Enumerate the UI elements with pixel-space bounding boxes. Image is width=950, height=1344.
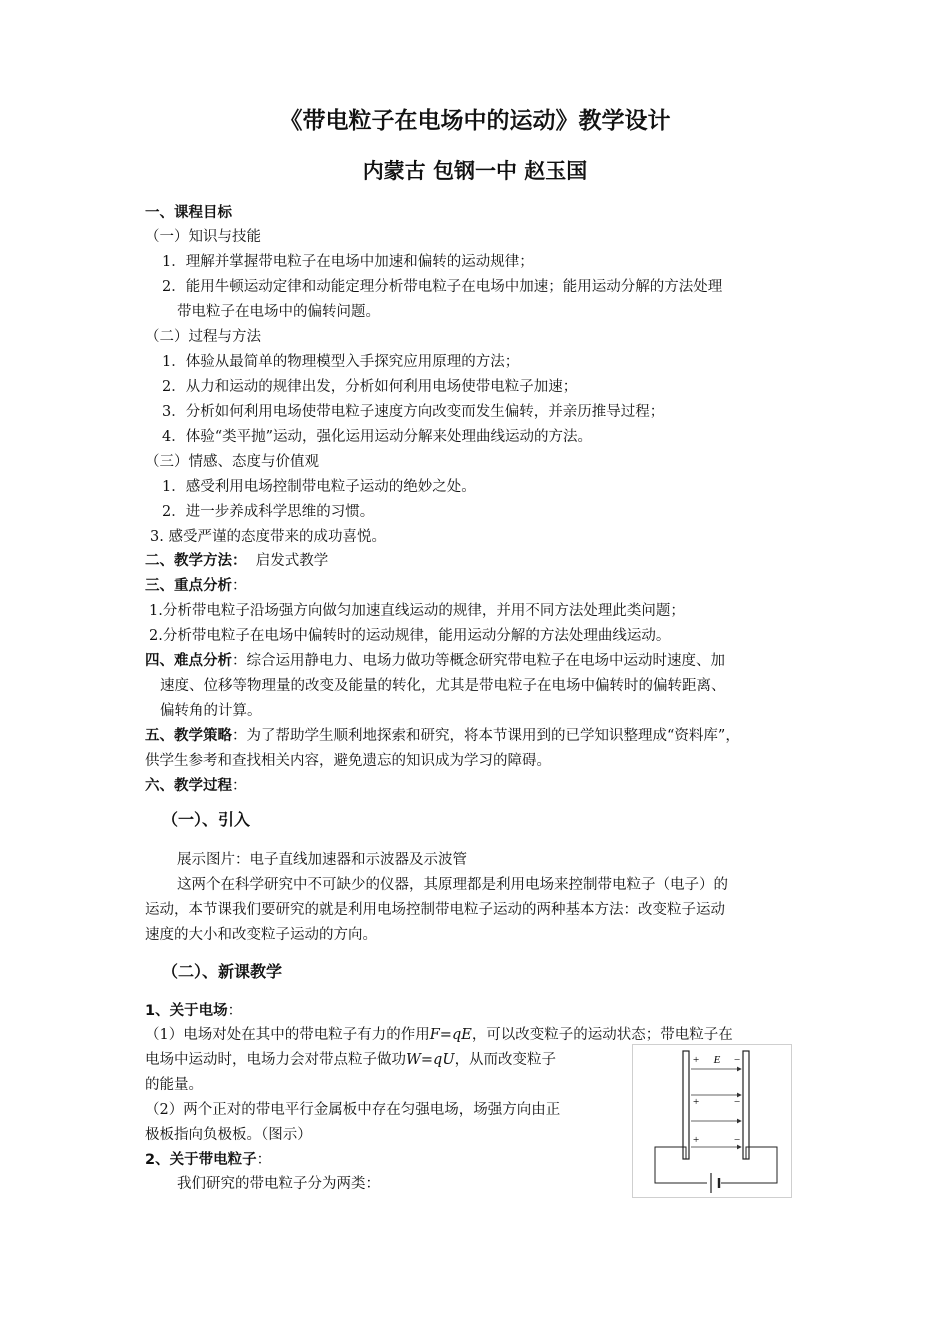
goals-heading: 一、课程目标 (145, 205, 232, 221)
plus-sign-top: + (693, 1054, 700, 1066)
goals-knowledge-1: 1．理解并掌握带电粒子在电场中加速和偏转的运动规律； (162, 254, 534, 270)
goals-sub-process: （二）过程与方法 (145, 329, 261, 345)
negative-plate (743, 1051, 749, 1159)
particle-colon: ： (256, 1152, 272, 1168)
parallel-plate-diagram (633, 1045, 791, 1197)
goals-sub-knowledge: （一）知识与技能 (145, 229, 261, 245)
intro-para-2c: 速度的大小和改变粒子运动的方向。 (145, 927, 377, 943)
field-colon: ： (227, 1003, 243, 1019)
section-intro-heading: （一）、引入 (162, 810, 251, 829)
method-line (145, 551, 328, 571)
intro-para-2a: 这两个在科学研究中不可缺少的仪器，其原理都是利用电场来控制带电粒子（电子）的 (177, 877, 728, 893)
circuit-wire-left (655, 1147, 707, 1183)
strategy-line-1 (145, 726, 740, 746)
particle-heading (145, 1150, 271, 1170)
goals-emotion-2: 2．进一步养成科学思维的习惯。 (162, 504, 375, 520)
field-para-1c: 的能量。 (145, 1077, 203, 1093)
field-para-2a: （2）两个正对的带电平行金属板中存在匀强电场，场强方向由正 (145, 1102, 561, 1118)
field-para-1b (145, 1050, 556, 1070)
keypoints-line (145, 576, 247, 596)
strategy-text-a: ：为了帮助学生顺利地探索和研究，将本节课用到的已学知识整理成“资料库”， (232, 728, 740, 744)
goals-process-3: 3．分析如何利用电场使带电粒子速度方向改变而发生偏转，并亲历推导过程； (162, 404, 665, 420)
difficulty-text-a: ：综合运用静电力、电场力做功等概念研究带电粒子在电场中运动时速度、加 (232, 653, 725, 669)
plus-sign-middle: + (693, 1096, 700, 1108)
goals-process-1: 1．体验从最简单的物理模型入手探究应用原理的方法； (162, 354, 520, 370)
goals-emotion-1: 1．感受利用电场控制带电粒子运动的绝妙之处。 (162, 479, 476, 495)
goals-process-4: 4．体验“类平抛”运动，强化运用运动分解来处理曲线运动的方法。 (162, 429, 593, 445)
parallel-plate-figure (632, 1044, 792, 1198)
intro-para-1: 展示图片：电子直线加速器和示波器及示波管 (177, 852, 467, 868)
difficulty-line-2: 速度、位移等物理量的改变及能量的转化，尤其是带电粒子在电场中偏转时的偏转距离、 (160, 678, 726, 694)
goals-emotion-3: 3. 感受严谨的态度带来的成功喜悦。 (150, 529, 386, 545)
keypoints-label: 三、重点分析 (145, 578, 232, 594)
field-para-2b: 极板指向负极板。（图示） (145, 1127, 312, 1143)
goals-knowledge-2b: 带电粒子在电场中的偏转问题。 (177, 304, 380, 320)
document-author: 内蒙古 包钢一中 赵玉国 (362, 159, 588, 183)
section-new-lesson-heading: （二）、新课教学 (162, 962, 283, 981)
field-heading (145, 1001, 242, 1021)
field-label: 1、关于电场 (145, 1003, 228, 1019)
method-text: 启发式教学 (255, 553, 329, 569)
difficulty-line-1 (145, 651, 725, 671)
method-label: 二、教学方法： (145, 553, 247, 569)
formula-force: F=qE (429, 1027, 472, 1043)
goals-knowledge-2a: 2．能用牛顿运动定律和动能定理分析带电粒子在电场中加速；能用运动分解的方法处理 (162, 279, 723, 295)
plus-sign-bottom: + (693, 1134, 700, 1146)
minus-sign-top: − (734, 1054, 741, 1066)
field-para-1a-pre: （1）电场对处在其中的带电粒子有力的作用 (145, 1027, 430, 1043)
strategy-label: 五、教学策略 (145, 728, 232, 744)
positive-plate (683, 1051, 689, 1159)
keypoint-2: 2.分析带电粒子在电场中偏转时的运动规律，能用运动分解的方法处理曲线运动。 (149, 628, 671, 644)
difficulty-label: 四、难点分析 (145, 653, 232, 669)
document-title: 《带电粒子在电场中的运动》教学设计 (279, 108, 671, 134)
particle-text: 我们研究的带电粒子分为两类： (177, 1176, 380, 1192)
minus-sign-middle: − (734, 1096, 741, 1108)
process-colon: ： (232, 778, 247, 794)
field-para-1a (145, 1025, 733, 1045)
goals-process-2: 2．从力和运动的规律出发，分析如何利用电场使带电粒子加速； (162, 379, 578, 395)
process-label: 六、教学过程 (145, 778, 232, 794)
field-para-1a-post: ，可以改变粒子的运动状态；带电粒子在 (471, 1027, 733, 1043)
keypoints-colon: ： (232, 578, 247, 594)
process-line (145, 776, 247, 796)
goals-sub-emotion: （三）情感、态度与价值观 (145, 454, 319, 470)
minus-sign-bottom: − (734, 1134, 741, 1146)
field-para-1b-post: ，从而改变粒子 (454, 1052, 557, 1068)
field-para-1b-pre: 电场中运动时，电场力会对带点粒子做功 (145, 1052, 406, 1068)
intro-para-2b: 运动，本节课我们要研究的就是利用电场控制带电粒子运动的两种基本方法：改变粒子运动 (145, 902, 725, 918)
keypoint-1: 1.分析带电粒子沿场强方向做匀加速直线运动的规律，并用不同方法处理此类问题； (149, 603, 685, 619)
difficulty-line-3: 偏转角的计算。 (160, 703, 262, 719)
formula-work: W=qU (406, 1052, 455, 1068)
strategy-line-2: 供学生参考和查找相关内容，避免遗忘的知识成为学习的障碍。 (145, 753, 551, 769)
field-strength-label: E (713, 1054, 721, 1066)
particle-label: 2、关于带电粒子 (145, 1152, 257, 1168)
